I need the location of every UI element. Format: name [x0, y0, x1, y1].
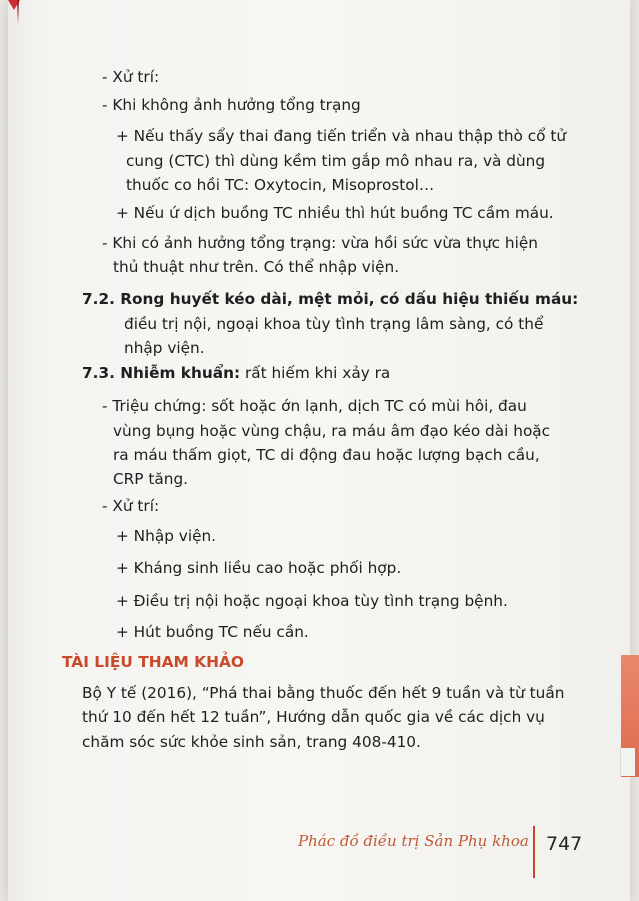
text-line: - Triệu chứng: sốt hoặc ớn lạnh, dịch TC có mùi hôi, đau	[102, 397, 527, 415]
section-heading-7-3-title: 7.3. Nhiễm khuẩn:	[82, 364, 241, 382]
side-tab-mark	[620, 748, 635, 776]
book-page	[8, 0, 630, 901]
footer-divider	[533, 826, 535, 878]
text-line: - Xử trí:	[102, 68, 160, 86]
footer-title: Phác đồ điều trị Sản Phụ khoa	[298, 832, 529, 850]
text-line: + Nếu thấy sẩy thai đang tiến triển và nhau thập thò cổ tử	[116, 127, 567, 145]
reference-line: Bộ Y tế (2016), “Phá thai bằng thuốc đến hết 9 tuần và từ tuần	[82, 684, 565, 702]
text-line: + Hút buồng TC nếu cần.	[116, 623, 309, 641]
section-heading-7-2: 7.2. Rong huyết kéo dài, mệt mỏi, có dấu hiệu thiếu máu:	[82, 290, 579, 308]
text-line: điều trị nội, ngoại khoa tùy tình trạng lâm sàng, có thể	[124, 315, 544, 333]
text-line: - Xử trí:	[102, 497, 160, 515]
text-line: + Điều trị nội hoặc ngoại khoa tùy tình trạng bệnh.	[116, 592, 508, 610]
text-line: + Nhập viện.	[116, 527, 217, 545]
text-line: vùng bụng hoặc vùng chậu, ra máu âm đạo kéo dài hoặc	[113, 422, 551, 440]
text-line: + Kháng sinh liều cao hoặc phối hợp.	[116, 559, 402, 577]
page-corner-mark	[8, 0, 34, 26]
text-line: CRP tăng.	[113, 470, 189, 488]
text-line: thủ thuật như trên. Có thể nhập viện.	[113, 258, 400, 276]
text-line: cung (CTC) thì dùng kềm tim gắp mô nhau ra, và dùng	[126, 152, 546, 170]
section-heading-7-3	[82, 366, 390, 381]
text-line: + Nếu ứ dịch buồng TC nhiều thì hút buồng TC cầm máu.	[116, 204, 554, 222]
reference-line: thứ 10 đến hết 12 tuần”, Hướng dẫn quốc gia về các dịch vụ	[82, 708, 545, 726]
references-heading: TÀI LIỆU THAM KHẢO	[62, 653, 244, 671]
text-line: thuốc co hồi TC: Oxytocin, Misoprostol…	[126, 176, 435, 194]
text-line: - Khi có ảnh hưởng tổng trạng: vừa hồi sức vừa thực hiện	[102, 234, 538, 252]
text-line: ra máu thấm giọt, TC di động đau hoặc lượng bạch cầu,	[113, 446, 540, 464]
text-line: nhập viện.	[124, 339, 205, 357]
text-line: - Khi không ảnh hưởng tổng trạng	[102, 96, 361, 114]
section-heading-7-3-text: rất hiếm khi xảy ra	[240, 364, 391, 382]
reference-line: chăm sóc sức khỏe sinh sản, trang 408-410.	[82, 733, 421, 751]
page-number: 747	[546, 833, 583, 855]
